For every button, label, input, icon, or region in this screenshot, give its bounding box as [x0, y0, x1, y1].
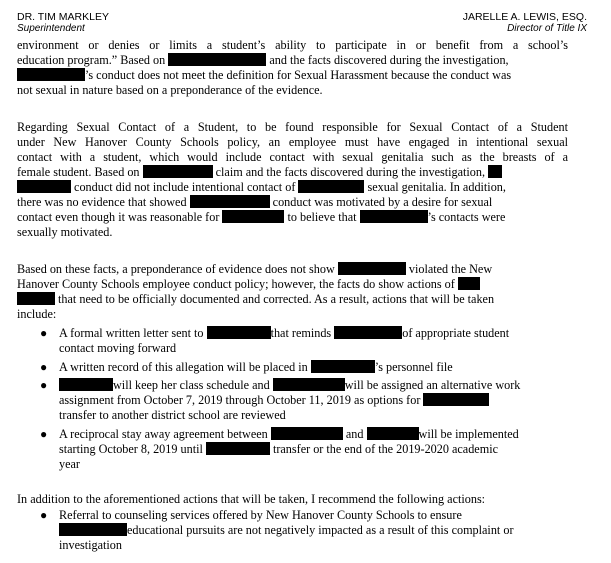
- redaction: [423, 393, 489, 406]
- redaction: [206, 442, 270, 455]
- redaction: [59, 523, 127, 536]
- bullet-text: contact moving forward: [59, 341, 177, 355]
- redaction: [298, 180, 364, 193]
- bullet-marker: ●: [40, 326, 48, 340]
- bullet-text: A written record of this allegation will be placed in ’s personnel file: [59, 360, 453, 374]
- text-line: that need to be officially documented and corrected. As a result, actions that will be taken: [17, 292, 568, 307]
- bullet-text: educational pursuits are not negatively impacted as a result of this complaint or: [59, 523, 568, 538]
- text-line: there was no evidence that showed conduct was motivated by a desire for sexual: [17, 195, 493, 209]
- redaction: [367, 427, 419, 440]
- text-line: female student. Based on claim and the facts discovered during the investigation,: [17, 165, 568, 180]
- header-left: [17, 11, 109, 35]
- bullet-marker: ●: [40, 378, 48, 392]
- redaction: [271, 427, 343, 440]
- redaction: [17, 292, 55, 305]
- bullet-marker: ●: [40, 508, 48, 522]
- text-line: under New Hanover County Schools policy, an employee must have engaged in intentional sexual: [17, 135, 568, 149]
- redaction: [59, 378, 113, 391]
- text-line: contact even though it was reasonable for to believe that ’s contacts were: [17, 210, 506, 224]
- header-right: [463, 11, 587, 35]
- redaction: [143, 165, 213, 178]
- redaction: [458, 277, 480, 290]
- redaction: [311, 360, 375, 373]
- bullet-text: transfer to another district school are reviewed: [59, 408, 286, 422]
- text-line: contact with a student, which would include contact with sexual genitalia such as the breasts of a: [17, 150, 568, 164]
- superintendent-title: Superintendent: [17, 23, 85, 34]
- superintendent-name: DR. TIM MARKLEY: [17, 11, 109, 23]
- bullet-text: A formal written letter sent to that reminds of appropriate student: [59, 326, 510, 340]
- redaction: [207, 326, 271, 339]
- redaction: [17, 68, 85, 81]
- redaction: [488, 165, 502, 178]
- text-line: Based on these facts, a preponderance of evidence does not show violated the New: [17, 262, 493, 276]
- redaction: [168, 53, 266, 66]
- redaction: [360, 210, 428, 223]
- redaction: [334, 326, 402, 339]
- bullet-marker: ●: [40, 427, 48, 441]
- text-line: conduct did not include intentional contact of sexual genitalia. In addition,: [17, 180, 568, 195]
- bullet-text: A reciprocal stay away agreement between and will be implemented: [59, 427, 519, 441]
- text-line: sexually motivated.: [17, 225, 113, 239]
- text-line: environment or denies or limits a student’s ability to participate in or benefit from a school’s: [17, 38, 568, 52]
- bullet-text: year: [59, 457, 80, 471]
- text-line: ’s conduct does not meet the definition for Sexual Harassment because the conduct was: [17, 68, 568, 83]
- redaction: [338, 262, 406, 275]
- bullet-text: assignment from October 7, 2019 through October 11, 2019 as options for: [59, 393, 568, 408]
- bullet-text: will keep her class schedule and will be assigned an alternative work: [59, 378, 568, 393]
- text-line: Hanover County Schools employee conduct policy; however, the facts do show actions of: [17, 277, 568, 292]
- redaction: [190, 195, 270, 208]
- text-line: In addition to the aforementioned actions that will be taken, I recommend the following actions:: [17, 492, 486, 506]
- bullet-marker: ●: [40, 360, 48, 374]
- redaction: [273, 378, 345, 391]
- director-name: JARELLE A. LEWIS, ESQ.: [462, 11, 587, 23]
- director-title: Director of Title IX: [507, 23, 587, 34]
- bullet-text: investigation: [59, 538, 122, 552]
- redaction: [17, 180, 71, 193]
- text-line: not sexual in nature based on a preponderance of the evidence.: [17, 83, 323, 97]
- text-line: include:: [17, 307, 57, 321]
- bullet-text: Referral to counseling services offered by New Hanover County Schools to ensure: [59, 508, 462, 522]
- redaction: [222, 210, 284, 223]
- text-line: education program.” Based on and the facts discovered during the investigation,: [17, 53, 509, 67]
- text-line: Regarding Sexual Contact of a Student, to be found responsible for Sexual Contact of a Student: [17, 120, 568, 134]
- bullet-text: starting October 8, 2019 until transfer or the end of the 2019-2020 academic: [59, 442, 498, 456]
